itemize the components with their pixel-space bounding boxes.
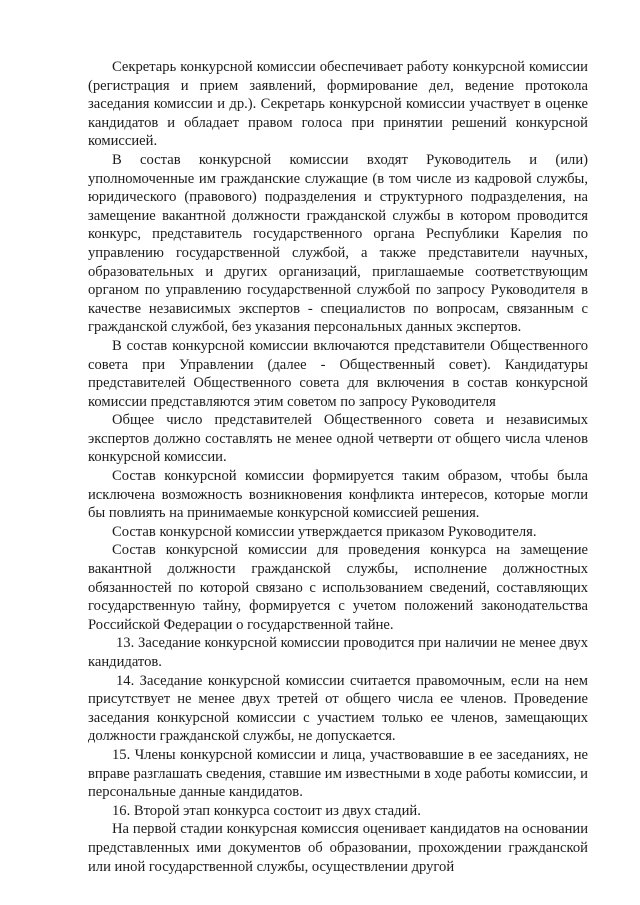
paragraph-item-14: 14. Заседание конкурсной комиссии считается правомочным, если на нем присутствует не менее двух третей от общего числа ее членов. Проведение заседания конкурсной комиссии с участием только ее членов, замещающих должности гражданской службы, не допускается.: [88, 672, 588, 745]
paragraph-first-stage: На первой стадии конкурсная комиссия оценивает кандидатов на основании представленных ими документов об образовании, прохождении гражданской или иной государственной службы, осуществлении другой: [88, 821, 588, 875]
document-page: [88, 58, 588, 876]
paragraph-secretary: Секретарь конкурсной комиссии обеспечивает работу конкурсной комиссии (регистрация и прием заявлений, формирование дел, ведение протокола заседания комиссии и др.). Секретарь конкурсной комиссии участвует в оценке кандидатов и обладает правом голоса при принятии решений конкурсной комиссией.: [88, 59, 588, 150]
paragraph-item-15: 15. Члены конкурсной комиссии и лица, участвовавшие в ее заседаниях, не вправе разглашать сведения, ставшие им известными в ходе работы комиссии, и персональные данные кандидатов.: [88, 746, 588, 801]
paragraph-commission-composition: В состав конкурсной комиссии входят Руководитель и (или) уполномоченные им гражданские служащие (в том числе из кадровой службы, юридического (правового) подразделения и структурного подразделения, на замещение вакантной должности гражданской службы в котором проводится конкурс, представитель государственного органа Республики Карелия по управлению государственной службой, а также представители научных, образовательных и других организаций, приглашаемые соответствующим органом по управлению государственной службой по запросу Руководителя в качестве независимых экспертов - специалистов по вопросам, связанным с гражданской службой, без указания персональных данных экспертов.: [88, 151, 588, 336]
paragraph-approval-order: Состав конкурсной комиссии утверждается приказом Руководителя.: [112, 523, 537, 540]
paragraph-public-council: В состав конкурсной комиссии включаются представители Общественного совета при Управлении (далее - Общественный совет). Кандидатуры представителей Общественного совета для включения в состав конкурсной комиссии представляются этим советом по запросу Руководителя: [88, 337, 588, 410]
paragraph-state-secret: Состав конкурсной комиссии для проведения конкурса на замещение вакантной должности гражданской службы, исполнение должностных обязанностей по которой связано с использованием сведений, составляющих государственную тайну, формируется с учетом положений законодательства Российской Федерации о государственной тайне.: [88, 542, 588, 633]
paragraph-item-13: 13. Заседание конкурсной комиссии проводится при наличии не менее двух кандидатов.: [88, 635, 588, 670]
paragraph-item-16: 16. Второй этап конкурса состоит из двух стадий.: [112, 802, 421, 819]
paragraph-conflict-of-interest: Состав конкурсной комиссии формируется таким образом, чтобы была исключена возможность возникновения конфликта интересов, которые могли бы повлиять на принимаемые конкурсной комиссией решения.: [88, 468, 588, 522]
paragraph-quarter-rule: Общее число представителей Общественного совета и независимых экспертов должно составлять не менее одной четверти от общего числа членов конкурсной комиссии.: [88, 412, 588, 466]
